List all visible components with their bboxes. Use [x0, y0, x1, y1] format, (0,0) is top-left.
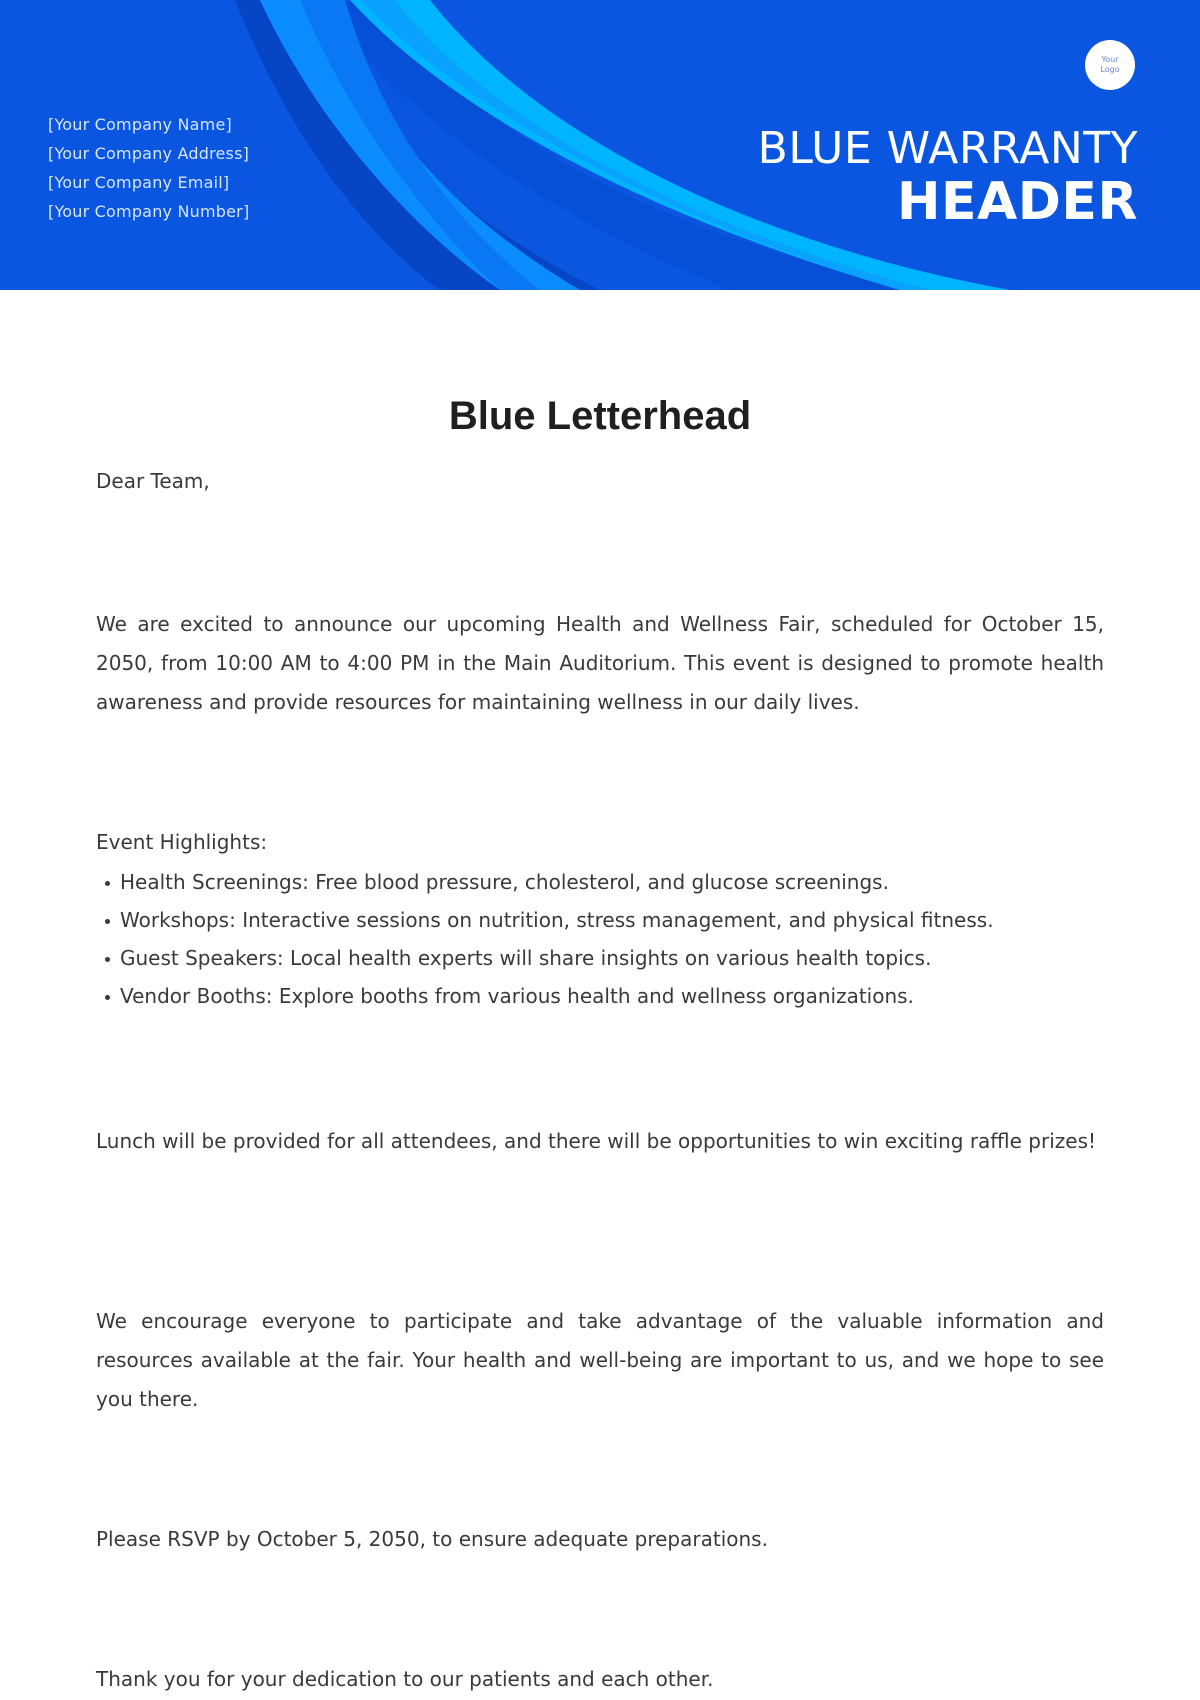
highlight-text: Guest Speakers: Local health experts will share insights on various health topics.	[120, 946, 932, 970]
highlight-text: Vendor Booths: Explore booths from various health and wellness organizations.	[120, 984, 914, 1008]
greeting: Dear Team,	[96, 469, 210, 493]
company-email: [Your Company Email]	[48, 173, 230, 192]
letterhead-banner	[0, 0, 1200, 290]
highlights-heading: Event Highlights:	[96, 830, 268, 854]
paragraph-lunch: Lunch will be provided for all attendees, and there will be opportunities to win exciting raffle prizes!	[96, 1129, 1097, 1153]
paragraph-announcement: We are excited to announce our upcoming Health and Wellness Fair, scheduled for October 15, 2050, from 10:00 AM to 4:00 PM in the Main Auditorium. This event is designed to promote health awareness and provide resources for maintaining wellness in our daily lives.	[96, 612, 1104, 714]
list-item	[96, 977, 1104, 1015]
highlight-text: Health Screenings: Free blood pressure, cholesterol, and glucose screenings.	[120, 870, 889, 894]
bullet-icon	[105, 995, 110, 1000]
paragraph-encourage: We encourage everyone to participate and take advantage of the valuable information and resources available at the fair. Your health and well-being are important to us, and we hope to see you there.	[96, 1309, 1104, 1411]
highlight-text: Workshops: Interactive sessions on nutrition, stress management, and physical fitness.	[120, 908, 994, 932]
list-item	[96, 863, 1104, 901]
paragraph-rsvp: Please RSVP by October 5, 2050, to ensure adequate preparations.	[96, 1527, 768, 1551]
list-item	[96, 939, 1104, 977]
company-logo	[1085, 40, 1135, 90]
header-title-line1: BLUE WARRANTY	[757, 123, 1138, 174]
header-title	[758, 124, 1138, 230]
highlights-list	[96, 863, 1104, 1015]
bullet-icon	[105, 881, 110, 886]
company-info	[48, 110, 249, 226]
list-item	[96, 901, 1104, 939]
bullet-icon	[105, 919, 110, 924]
bullet-icon	[105, 957, 110, 962]
document-title: Blue Letterhead	[448, 394, 752, 438]
closing-line: Thank you for your dedication to our patients and each other.	[96, 1667, 714, 1691]
company-address: [Your Company Address]	[48, 144, 250, 163]
logo-line1: Your	[1101, 55, 1119, 64]
company-number: [Your Company Number]	[48, 202, 250, 221]
logo-line2: Logo	[1100, 65, 1120, 74]
company-name: [Your Company Name]	[48, 115, 232, 134]
header-title-line2: HEADER	[896, 172, 1138, 232]
